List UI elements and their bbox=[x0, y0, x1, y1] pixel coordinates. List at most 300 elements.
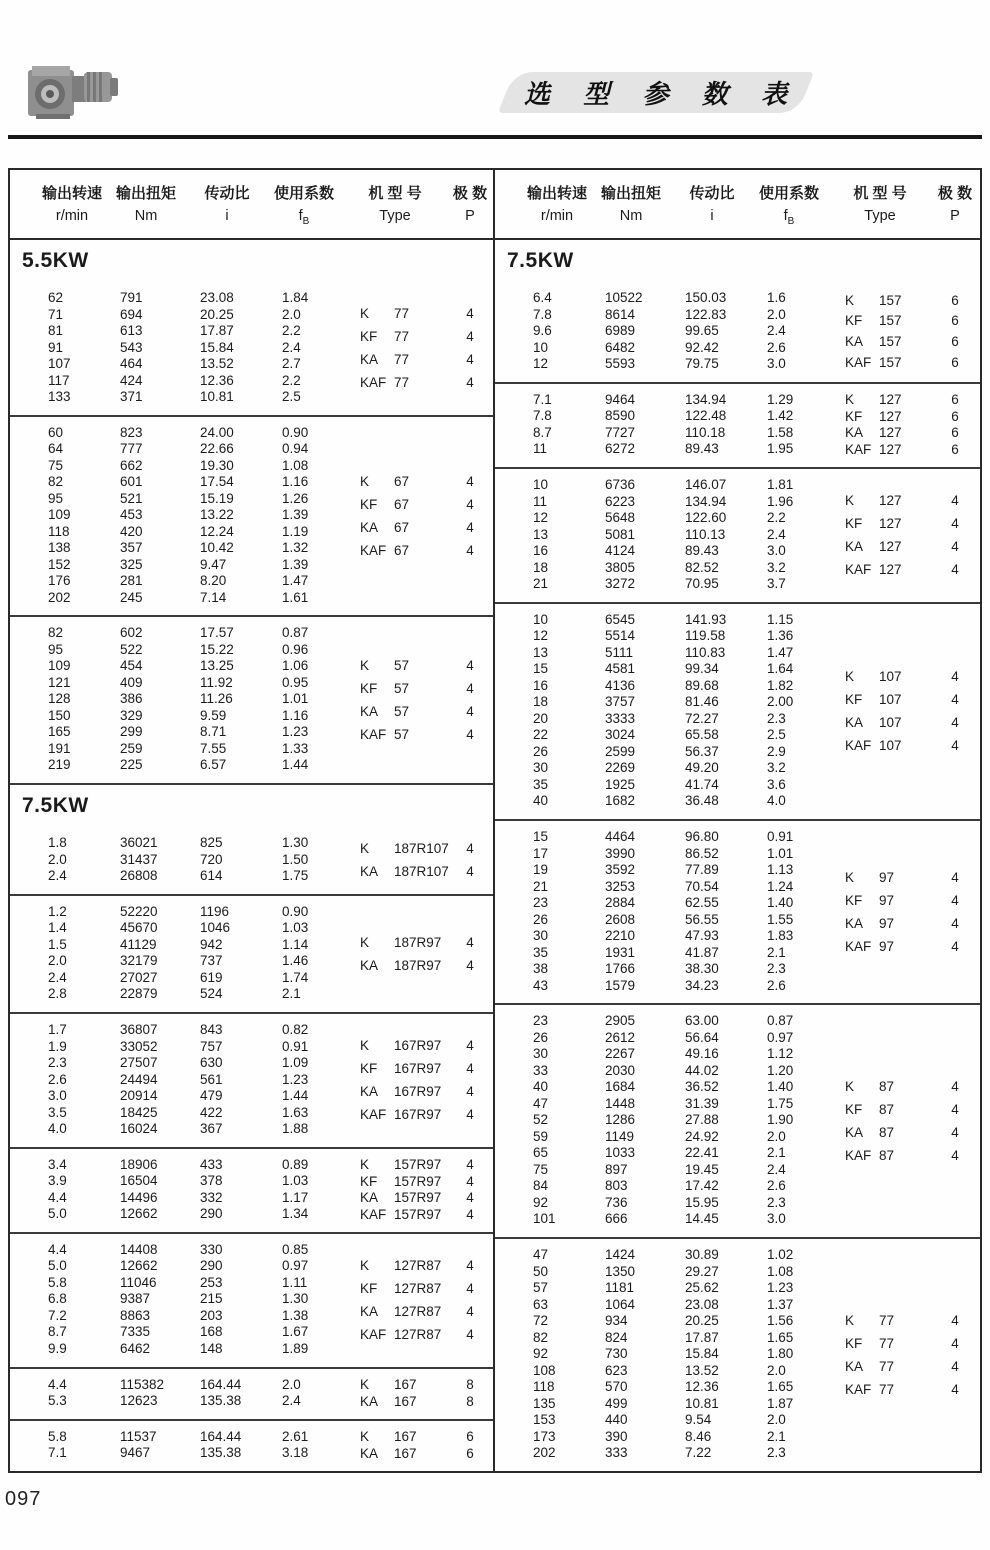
speed-cell: 135 bbox=[533, 1395, 556, 1411]
fb-cell: 1.96 bbox=[767, 493, 794, 509]
poles-value: 6 bbox=[951, 441, 959, 457]
ratio-cell: 134.94 bbox=[685, 391, 727, 407]
speed-cell: 117 bbox=[48, 372, 70, 388]
speed-cell: 7.2 bbox=[48, 1307, 67, 1323]
fb-cell: 1.39 bbox=[282, 556, 309, 572]
type-list bbox=[340, 625, 490, 775]
type-label bbox=[845, 935, 935, 958]
fb-cell: 0.87 bbox=[282, 625, 309, 641]
ratio-cell: 614 bbox=[200, 868, 223, 884]
ratio-cell: 27.88 bbox=[685, 1112, 719, 1128]
fb-cell: 1.37 bbox=[767, 1296, 794, 1312]
torque-cell: 666 bbox=[605, 1211, 628, 1227]
type-row bbox=[825, 535, 975, 558]
fb-cell: 0.85 bbox=[282, 1241, 309, 1257]
torque-cell: 420 bbox=[120, 523, 143, 539]
speed-cell: 91 bbox=[48, 339, 64, 355]
torque-cell: 325 bbox=[120, 556, 143, 572]
type-row bbox=[340, 1323, 490, 1346]
type-model: 127R87 bbox=[394, 1327, 442, 1343]
speed-cell: 5.3 bbox=[48, 1393, 67, 1409]
type-prefix: KA bbox=[845, 333, 864, 349]
torque-cell: 1350 bbox=[605, 1263, 636, 1279]
type-label bbox=[360, 860, 450, 883]
poles-value: 4 bbox=[466, 704, 474, 720]
type-row bbox=[340, 723, 490, 746]
fb-cell: 0.97 bbox=[282, 1258, 309, 1274]
type-label bbox=[360, 677, 450, 700]
fb-cell: 1.09 bbox=[282, 1055, 309, 1071]
torque-cell: 3272 bbox=[605, 576, 636, 592]
speed-cell: 75 bbox=[533, 1161, 549, 1177]
torque-cell: 623 bbox=[605, 1362, 628, 1378]
type-label bbox=[360, 302, 450, 325]
fb-cell: 1.67 bbox=[282, 1324, 309, 1340]
type-model: 67 bbox=[394, 520, 410, 536]
type-label bbox=[360, 1207, 450, 1224]
type-prefix: KA bbox=[360, 1190, 379, 1206]
speed-cell: 1.9 bbox=[48, 1038, 67, 1054]
fb-cell: 1.16 bbox=[282, 707, 309, 723]
ratio-cell: 15.95 bbox=[685, 1194, 719, 1210]
ratio-cell: 11.92 bbox=[200, 674, 233, 690]
ratio-cell: 20.25 bbox=[685, 1313, 719, 1329]
fb-cell: 1.03 bbox=[282, 920, 309, 936]
ratio-cell: 215 bbox=[200, 1291, 223, 1307]
ratio-cell: 110.13 bbox=[685, 526, 726, 542]
type-label bbox=[845, 489, 935, 512]
speed-cell: 26 bbox=[533, 911, 549, 927]
type-row bbox=[825, 489, 975, 512]
ratio-cell: 290 bbox=[200, 1206, 223, 1222]
torque-cell: 3805 bbox=[605, 559, 636, 575]
type-row bbox=[825, 1121, 975, 1144]
type-prefix: KAF bbox=[845, 1148, 872, 1164]
type-prefix: KF bbox=[845, 692, 863, 708]
poles-value: 4 bbox=[466, 1084, 474, 1100]
torque-cell: 5514 bbox=[605, 628, 636, 644]
poles-value: 4 bbox=[466, 727, 474, 743]
data-block bbox=[10, 1369, 493, 1421]
ratio-cell: 99.65 bbox=[685, 323, 719, 338]
speed-cell: 202 bbox=[533, 1445, 556, 1461]
ratio-cell: 49.20 bbox=[685, 760, 719, 776]
type-prefix: KA bbox=[360, 704, 379, 720]
type-prefix: KA bbox=[360, 520, 379, 536]
speed-cell: 26 bbox=[533, 743, 549, 759]
speed-cell: 47 bbox=[533, 1095, 549, 1111]
fb-cell: 1.89 bbox=[282, 1340, 309, 1356]
fb-cell: 3.0 bbox=[767, 1211, 786, 1227]
type-prefix: KF bbox=[845, 893, 863, 909]
fb-cell: 1.42 bbox=[767, 408, 794, 424]
torque-cell: 45670 bbox=[120, 920, 158, 936]
poles-value: 4 bbox=[466, 306, 474, 322]
type-row bbox=[340, 654, 490, 677]
speed-cell: 3.4 bbox=[48, 1156, 67, 1172]
torque-cell: 730 bbox=[605, 1346, 628, 1362]
speed-cell: 38 bbox=[533, 961, 549, 977]
torque-cell: 11537 bbox=[120, 1428, 157, 1444]
speed-cell: 2.3 bbox=[48, 1055, 67, 1071]
type-row bbox=[825, 1355, 975, 1378]
torque-cell: 8614 bbox=[605, 306, 636, 322]
fb-cell: 1.36 bbox=[767, 628, 794, 644]
fb-cell: 1.6 bbox=[767, 290, 786, 305]
ratio-cell: 561 bbox=[200, 1071, 223, 1087]
column-header: 传动比 bbox=[204, 184, 250, 202]
speed-cell: 92 bbox=[533, 1194, 549, 1210]
torque-cell: 7335 bbox=[120, 1324, 151, 1340]
data-block bbox=[495, 821, 980, 1005]
type-row bbox=[340, 1254, 490, 1277]
fb-cell: 2.2 bbox=[282, 323, 301, 338]
column-unit: P bbox=[465, 207, 475, 224]
type-row bbox=[825, 1378, 975, 1401]
type-row bbox=[340, 348, 490, 371]
type-model: 127 bbox=[879, 516, 902, 532]
torque-cell: 4124 bbox=[605, 543, 636, 559]
type-label bbox=[845, 558, 935, 581]
type-model: 97 bbox=[879, 939, 895, 955]
data-block bbox=[10, 1149, 493, 1234]
ratio-cell: 24.00 bbox=[200, 424, 234, 440]
type-label bbox=[845, 291, 935, 312]
type-label bbox=[845, 1309, 935, 1332]
ratio-cell: 72.27 bbox=[685, 710, 719, 726]
torque-cell: 6545 bbox=[605, 611, 636, 627]
page-title-banner bbox=[506, 72, 806, 113]
speed-cell: 82 bbox=[48, 625, 64, 641]
speed-cell: 13 bbox=[533, 526, 549, 542]
selection-table bbox=[8, 168, 982, 1473]
fb-cell: 0.90 bbox=[282, 424, 309, 440]
speed-cell: 23 bbox=[533, 895, 549, 911]
speed-cell: 71 bbox=[48, 306, 64, 322]
speed-cell: 18 bbox=[533, 694, 549, 710]
type-model: 167R97 bbox=[394, 1061, 442, 1077]
type-list bbox=[340, 904, 490, 1004]
table-body-right bbox=[495, 240, 980, 1471]
type-model: 157R97 bbox=[394, 1173, 442, 1189]
ratio-cell: 110.18 bbox=[685, 424, 726, 440]
column-unit: r/min bbox=[540, 207, 574, 224]
speed-cell: 17 bbox=[533, 845, 549, 861]
type-row bbox=[825, 425, 975, 442]
speed-cell: 30 bbox=[533, 760, 549, 776]
data-block bbox=[495, 1005, 980, 1239]
type-row bbox=[340, 1446, 490, 1463]
ratio-cell: 31.39 bbox=[685, 1095, 719, 1111]
type-row bbox=[340, 1394, 490, 1411]
type-label bbox=[845, 1075, 935, 1098]
poles-value: 4 bbox=[466, 329, 474, 345]
torque-cell: 1033 bbox=[605, 1145, 636, 1161]
ratio-cell: 164.44 bbox=[200, 1376, 242, 1392]
fb-cell: 2.0 bbox=[282, 1376, 301, 1392]
column-header: 机 型 号 bbox=[853, 184, 907, 202]
type-prefix: K bbox=[360, 1258, 370, 1274]
type-label bbox=[360, 1174, 450, 1191]
fb-cell: 0.91 bbox=[767, 829, 794, 845]
speed-cell: 92 bbox=[533, 1346, 549, 1362]
speed-cell: 33 bbox=[533, 1062, 549, 1078]
speed-cell: 10 bbox=[533, 611, 549, 627]
type-model: 167 bbox=[394, 1445, 417, 1461]
type-row bbox=[825, 665, 975, 688]
type-model: 77 bbox=[879, 1336, 895, 1352]
type-model: 97 bbox=[879, 916, 895, 932]
speed-cell: 18 bbox=[533, 559, 549, 575]
speed-cell: 108 bbox=[533, 1362, 556, 1378]
torque-cell: 22879 bbox=[120, 986, 158, 1002]
ratio-cell: 110.83 bbox=[685, 644, 726, 660]
ratio-cell: 89.43 bbox=[685, 543, 719, 559]
speed-cell: 16 bbox=[533, 543, 549, 559]
speed-cell: 9.9 bbox=[48, 1340, 67, 1356]
fb-cell: 2.4 bbox=[282, 339, 301, 355]
speed-cell: 2.8 bbox=[48, 986, 67, 1002]
poles-value: 4 bbox=[466, 1304, 474, 1320]
torque-cell: 1579 bbox=[605, 977, 636, 993]
type-label bbox=[360, 470, 450, 493]
poles-value: 8 bbox=[466, 1393, 474, 1409]
type-prefix: KA bbox=[360, 1445, 379, 1461]
ratio-cell: 122.83 bbox=[685, 306, 727, 322]
fb-cell: 0.90 bbox=[282, 903, 309, 919]
torque-cell: 11046 bbox=[120, 1274, 157, 1290]
column-header: 传动比 bbox=[689, 184, 735, 202]
fb-cell: 1.63 bbox=[282, 1104, 309, 1120]
torque-cell: 4464 bbox=[605, 829, 636, 845]
type-row bbox=[825, 353, 975, 374]
speed-cell: 57 bbox=[533, 1280, 549, 1296]
type-model: 127R87 bbox=[394, 1258, 442, 1274]
fb-cell: 3.7 bbox=[767, 576, 786, 592]
ratio-cell: 81.46 bbox=[685, 694, 719, 710]
ratio-cell: 79.75 bbox=[685, 356, 719, 371]
type-list bbox=[340, 1157, 490, 1224]
torque-cell: 694 bbox=[120, 306, 143, 322]
power-title: 5.5KW bbox=[22, 249, 89, 272]
fb-cell: 1.47 bbox=[767, 644, 794, 660]
type-model: 77 bbox=[394, 329, 410, 345]
type-row bbox=[340, 860, 490, 883]
speed-cell: 22 bbox=[533, 727, 549, 743]
ratio-cell: 29.27 bbox=[685, 1263, 719, 1279]
type-model: 127 bbox=[879, 441, 902, 457]
type-model: 157R97 bbox=[394, 1206, 442, 1222]
fb-cell: 3.18 bbox=[282, 1445, 309, 1461]
type-prefix: KF bbox=[360, 497, 378, 513]
speed-cell: 1.8 bbox=[48, 835, 67, 851]
poles-value: 6 bbox=[951, 292, 959, 308]
type-prefix: KA bbox=[845, 1125, 864, 1141]
fb-cell: 1.38 bbox=[282, 1307, 309, 1323]
speed-cell: 63 bbox=[533, 1296, 549, 1312]
type-model: 57 bbox=[394, 704, 410, 720]
ratio-cell: 253 bbox=[200, 1274, 223, 1290]
type-prefix: KF bbox=[845, 313, 863, 329]
type-label bbox=[845, 1378, 935, 1401]
speed-cell: 118 bbox=[48, 523, 70, 539]
type-label bbox=[360, 931, 450, 954]
type-label bbox=[845, 442, 935, 459]
type-row bbox=[340, 1429, 490, 1446]
type-row bbox=[825, 392, 975, 409]
poles-value: 4 bbox=[466, 658, 474, 674]
type-row bbox=[340, 539, 490, 562]
fb-cell: 2.2 bbox=[767, 510, 786, 526]
poles-value: 6 bbox=[951, 392, 959, 408]
speed-cell: 59 bbox=[533, 1128, 549, 1144]
type-prefix: KF bbox=[845, 408, 863, 424]
torque-cell: 33052 bbox=[120, 1038, 158, 1054]
poles-value: 4 bbox=[951, 562, 959, 578]
poles-value: 6 bbox=[466, 1445, 474, 1461]
column-unit: Nm bbox=[619, 207, 643, 224]
ratio-cell: 62.55 bbox=[685, 895, 719, 911]
type-list bbox=[825, 829, 975, 995]
fb-cell: 0.87 bbox=[767, 1013, 794, 1029]
type-list bbox=[825, 612, 975, 811]
speed-cell: 128 bbox=[48, 691, 71, 707]
torque-cell: 424 bbox=[120, 372, 143, 388]
poles-value: 6 bbox=[466, 1429, 474, 1445]
column-header: 极 数 bbox=[937, 184, 973, 202]
fb-cell: 3.0 bbox=[767, 356, 786, 371]
fb-cell: 1.83 bbox=[767, 928, 794, 944]
torque-cell: 2612 bbox=[605, 1029, 636, 1045]
torque-cell: 6462 bbox=[120, 1340, 151, 1356]
type-row bbox=[825, 311, 975, 332]
ratio-cell: 34.23 bbox=[685, 977, 719, 993]
speed-cell: 101 bbox=[533, 1211, 556, 1227]
torque-cell: 464 bbox=[120, 356, 143, 371]
type-model: 157R97 bbox=[394, 1157, 442, 1173]
torque-cell: 409 bbox=[120, 674, 143, 690]
poles-value: 8 bbox=[466, 1377, 474, 1393]
type-row bbox=[825, 912, 975, 935]
speed-cell: 84 bbox=[533, 1178, 549, 1194]
ratio-cell: 41.87 bbox=[685, 944, 719, 960]
type-prefix: K bbox=[845, 1079, 855, 1095]
type-label bbox=[845, 353, 935, 374]
poles-value: 4 bbox=[951, 1313, 959, 1329]
ratio-cell: 38.30 bbox=[685, 961, 719, 977]
speed-cell: 15 bbox=[533, 661, 549, 677]
torque-cell: 8863 bbox=[120, 1307, 151, 1323]
speed-cell: 81 bbox=[48, 323, 64, 338]
ratio-cell: 332 bbox=[200, 1189, 223, 1205]
type-model: 77 bbox=[394, 306, 410, 322]
speed-cell: 4.4 bbox=[48, 1189, 67, 1205]
data-block bbox=[495, 384, 980, 469]
speed-cell: 3.9 bbox=[48, 1173, 67, 1189]
torque-cell: 6736 bbox=[605, 477, 636, 493]
speed-cell: 23 bbox=[533, 1013, 549, 1029]
data-block bbox=[495, 1239, 980, 1471]
ratio-cell: 757 bbox=[200, 1038, 223, 1054]
type-label bbox=[360, 516, 450, 539]
torque-cell: 454 bbox=[120, 658, 143, 674]
type-label bbox=[360, 1157, 450, 1174]
speed-cell: 95 bbox=[48, 490, 64, 506]
page-number: 097 bbox=[5, 1488, 42, 1510]
ratio-cell: 65.58 bbox=[685, 727, 719, 743]
speed-cell: 107 bbox=[48, 356, 71, 371]
type-prefix: KAF bbox=[845, 1382, 872, 1398]
ratio-cell: 82.52 bbox=[685, 559, 719, 575]
poles-value: 4 bbox=[951, 870, 959, 886]
speed-cell: 4.0 bbox=[48, 1121, 67, 1137]
type-model: 87 bbox=[879, 1125, 895, 1141]
type-row bbox=[825, 1075, 975, 1098]
type-prefix: KF bbox=[845, 1102, 863, 1118]
speed-cell: 60 bbox=[48, 424, 64, 440]
fb-cell: 1.58 bbox=[767, 424, 794, 440]
torque-cell: 18425 bbox=[120, 1104, 158, 1120]
ratio-cell: 17.87 bbox=[200, 323, 234, 338]
ratio-cell: 479 bbox=[200, 1088, 223, 1104]
speed-cell: 1.7 bbox=[48, 1022, 67, 1038]
speed-cell: 1.5 bbox=[48, 936, 67, 952]
fb-cell: 0.91 bbox=[282, 1038, 309, 1054]
speed-cell: 133 bbox=[48, 389, 71, 404]
poles-value: 6 bbox=[951, 354, 959, 370]
poles-value: 4 bbox=[951, 1079, 959, 1095]
fb-cell: 1.26 bbox=[282, 490, 309, 506]
data-block bbox=[10, 1421, 493, 1471]
column-header: 使用系数 bbox=[758, 184, 819, 202]
speed-cell: 1.2 bbox=[48, 903, 67, 919]
type-row bbox=[825, 688, 975, 711]
type-row bbox=[825, 935, 975, 958]
torque-cell: 1766 bbox=[605, 961, 636, 977]
type-row bbox=[825, 1098, 975, 1121]
type-list bbox=[340, 290, 490, 407]
type-model: 107 bbox=[879, 738, 902, 754]
torque-cell: 390 bbox=[605, 1428, 628, 1444]
speed-cell: 4.4 bbox=[48, 1376, 67, 1392]
speed-cell: 121 bbox=[48, 674, 71, 690]
type-model: 87 bbox=[879, 1079, 895, 1095]
torque-cell: 453 bbox=[120, 507, 143, 523]
type-model: 87 bbox=[879, 1148, 895, 1164]
fb-cell: 1.40 bbox=[767, 1079, 794, 1095]
fb-cell: 1.61 bbox=[282, 589, 309, 605]
ratio-cell: 134.94 bbox=[685, 493, 727, 509]
table-header-left bbox=[10, 170, 493, 240]
poles-value: 4 bbox=[951, 1382, 959, 1398]
ratio-cell: 135.38 bbox=[200, 1445, 242, 1461]
power-title: 7.5KW bbox=[22, 794, 89, 818]
speed-cell: 7.8 bbox=[533, 408, 552, 424]
type-label bbox=[845, 665, 935, 688]
type-prefix: KA bbox=[360, 1304, 379, 1320]
type-model: 107 bbox=[879, 692, 902, 708]
fb-cell: 1.55 bbox=[767, 911, 794, 927]
speed-cell: 109 bbox=[48, 507, 71, 523]
ratio-cell: 9.59 bbox=[200, 707, 227, 723]
type-label bbox=[845, 311, 935, 332]
fb-cell: 1.13 bbox=[767, 862, 794, 878]
type-prefix: K bbox=[845, 669, 855, 685]
ratio-cell: 15.19 bbox=[200, 490, 234, 506]
type-label bbox=[845, 1098, 935, 1121]
torque-cell: 12662 bbox=[120, 1206, 158, 1222]
type-row bbox=[340, 931, 490, 954]
